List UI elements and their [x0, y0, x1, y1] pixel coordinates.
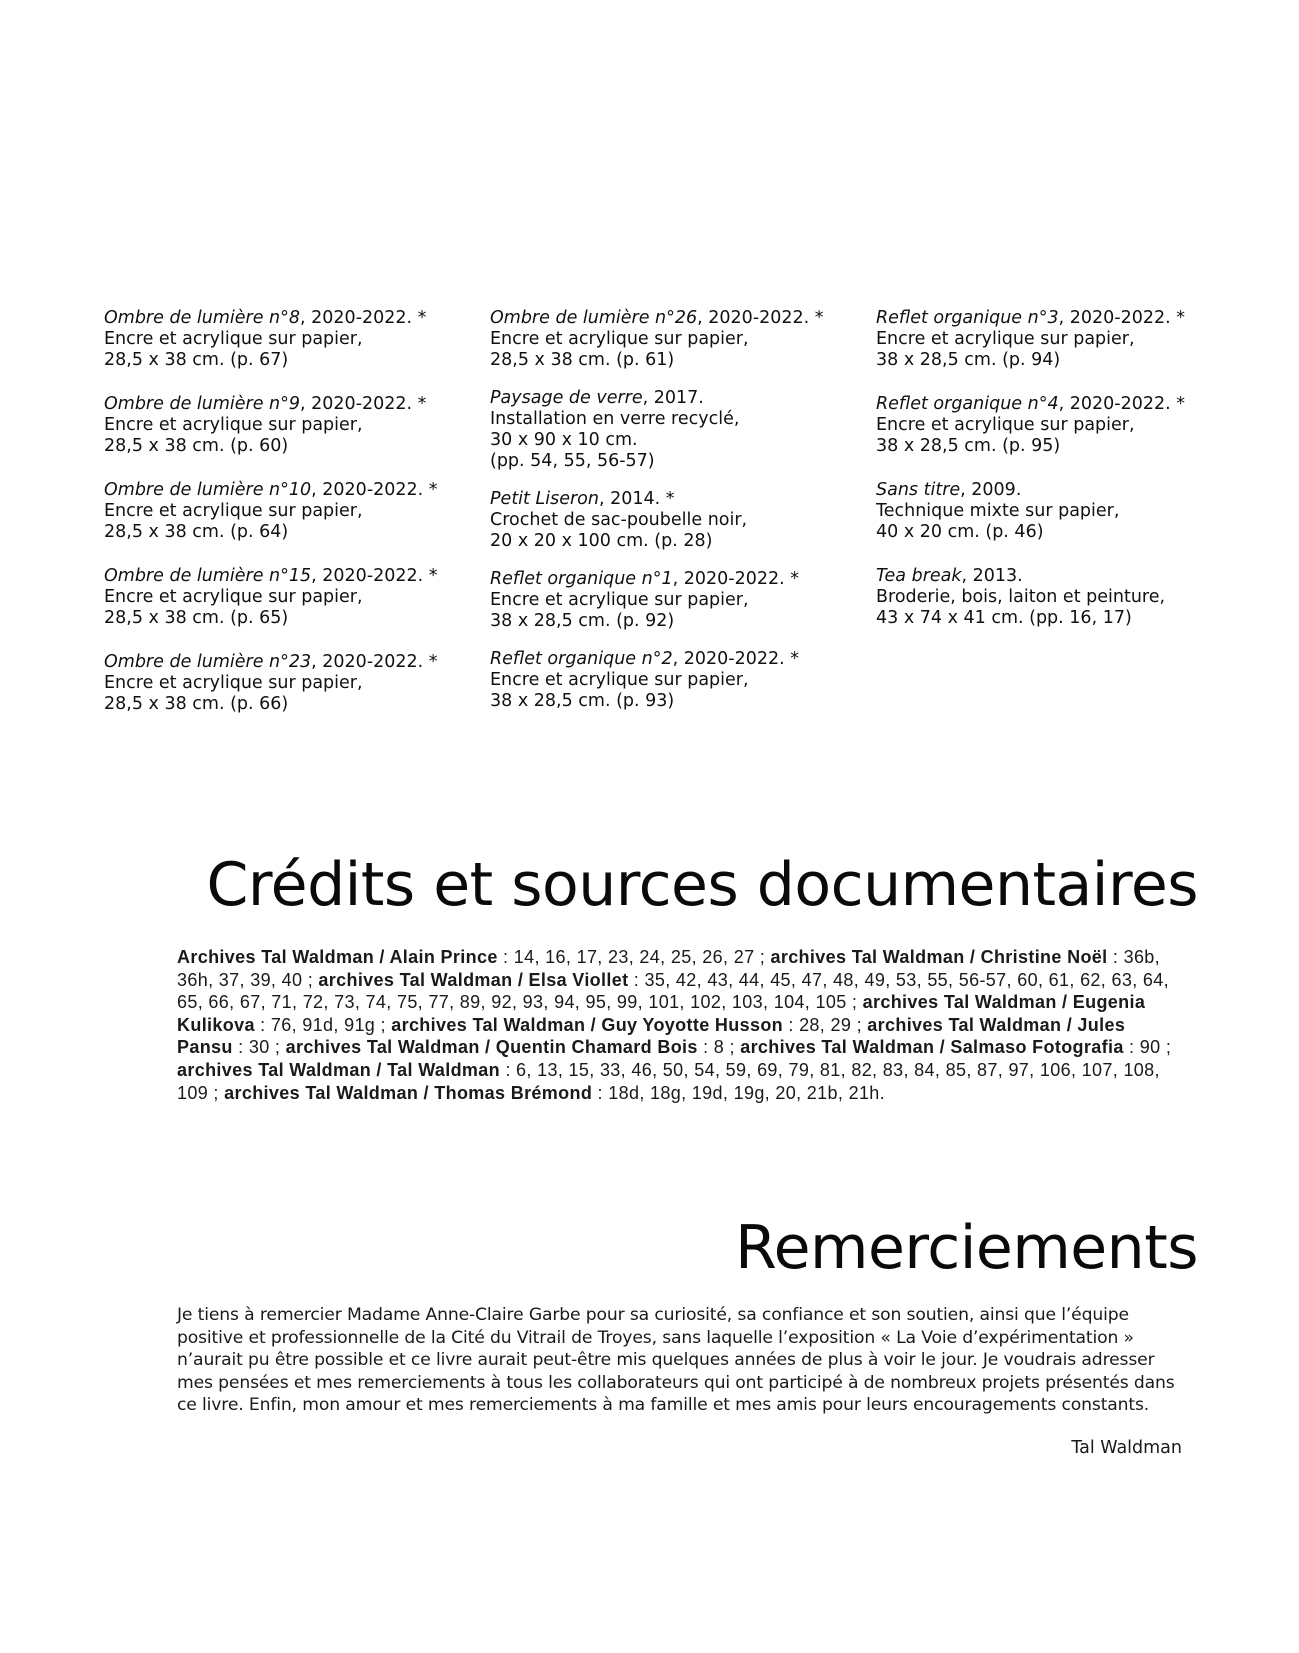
- credits-paragraph: [177, 946, 1185, 1104]
- artwork-entry: [876, 308, 1246, 371]
- artwork-date: , 2013.: [961, 566, 1023, 586]
- artwork-medium: Crochet de sac-poubelle noir,: [490, 510, 748, 530]
- artworks-column-3: [876, 308, 1246, 652]
- artwork-entry: [490, 388, 860, 472]
- artwork-date: , 2009.: [960, 480, 1022, 500]
- artwork-medium: Encre et acrylique sur papier,: [104, 329, 363, 349]
- artwork-date: , 2020-2022. *: [672, 569, 800, 589]
- artwork-medium: Encre et acrylique sur papier,: [490, 329, 749, 349]
- artwork-title: Ombre de lumière n°9: [104, 394, 301, 414]
- artwork-date: , 2020-2022. *: [672, 649, 800, 669]
- credit-pages: : 6, 13, 15, 33, 46, 50, 54, 59, 69, 79, 81, 82, 83, 84, 85, 87, 97, 106, 107, 108, 109 ;: [177, 1059, 1160, 1103]
- artwork-title: Sans titre: [876, 480, 961, 500]
- artwork-dimensions: 38 x 28,5 cm. (p. 92): [490, 611, 675, 631]
- artwork-entry: [490, 308, 860, 371]
- artwork-medium: Encre et acrylique sur papier,: [104, 587, 363, 607]
- artwork-date: , 2020-2022. *: [300, 394, 427, 414]
- credit-pages: : 8 ;: [697, 1037, 741, 1058]
- artwork-title: Paysage de verre: [490, 388, 643, 408]
- artwork-entry: [876, 566, 1246, 629]
- credit-pages: : 90 ;: [1123, 1037, 1172, 1058]
- artwork-dimensions: 28,5 x 38 cm. (p. 65): [104, 608, 289, 628]
- credit-source: Archives Tal Waldman / Alain Prince: [177, 947, 498, 967]
- artwork-dimensions: 28,5 x 38 cm. (p. 61): [490, 350, 675, 370]
- artwork-title: Reflet organique n°4: [876, 394, 1059, 414]
- artworks-list: [104, 308, 1204, 728]
- credit-pages: : 35, 42, 43, 44, 45, 47, 48, 49, 53, 55, 56-57, 60, 61, 62, 63, 64, 65, 66, 67, 71, 72, 73, 74, 75, 77, 89, 92, 93, 94, 95, 99, 101, 102, 103, 104, 105 ;: [177, 969, 1169, 1013]
- credit-source: archives Tal Waldman / Salmaso Fotografia: [740, 1037, 1124, 1058]
- artwork-medium: Encre et acrylique sur papier,: [104, 501, 363, 521]
- credit-source: archives Tal Waldman / Elsa Viollet: [318, 969, 629, 990]
- artwork-entry: [490, 569, 860, 632]
- artwork-date: , 2020-2022. *: [300, 308, 427, 328]
- artwork-medium: Installation en verre recyclé,: [490, 409, 740, 429]
- artwork-medium: Encre et acrylique sur papier,: [876, 329, 1135, 349]
- artwork-title: Petit Liseron: [490, 489, 599, 509]
- artwork-medium: Encre et acrylique sur papier,: [490, 670, 749, 690]
- artwork-dimensions: 38 x 28,5 cm. (p. 93): [490, 691, 675, 711]
- artwork-title: Tea break: [876, 566, 962, 586]
- credit-pages: : 18d, 18g, 19d, 19g, 20, 21b, 21h.: [592, 1082, 886, 1103]
- credit-source: archives Tal Waldman / Jules Pansu: [177, 1014, 1126, 1058]
- thanks-paragraph: Je tiens à remercier Madame Anne-Claire Garbe pour sa curiosité, sa confiance et son soutien, ainsi que l’équipe positive et professionnelle de la Cité du Vitrail de Troyes, sans laquelle l’exposition « La Voie d’expérimentation » n’aurait pu être possible et ce livre aurait peut-être mis quelques années de plus à voir le jour. Je voudrais adresser mes pensées et mes remerciements à tous les collaborateurs qui ont participé à de nombreux projets présentés dans ce livre. Enfin, mon amour et mes remerciements à ma famille et mes amis pour leurs encouragements constants.: [177, 1305, 1175, 1416]
- artwork-dimensions: 28,5 x 38 cm. (p. 67): [104, 350, 289, 370]
- artwork-date: , 2020-2022. *: [697, 308, 824, 328]
- artwork-title: Ombre de lumière n°10: [104, 480, 312, 500]
- artwork-date: , 2017.: [642, 388, 704, 408]
- artwork-dimensions: 28,5 x 38 cm. (p. 60): [104, 436, 289, 456]
- artwork-title: Ombre de lumière n°26: [490, 308, 698, 328]
- artwork-title: Reflet organique n°3: [876, 308, 1059, 328]
- artwork-date: , 2014. *: [598, 489, 675, 509]
- artwork-dimensions: 28,5 x 38 cm. (p. 64): [104, 522, 289, 542]
- artwork-date: , 2020-2022. *: [311, 566, 438, 586]
- credits-heading: Crédits et sources documentaires: [206, 850, 1198, 920]
- artwork-date: , 2020-2022. *: [1058, 308, 1186, 328]
- artwork-entry: [876, 480, 1246, 543]
- artwork-medium: Broderie, bois, laiton et peinture,: [876, 587, 1166, 607]
- artwork-date: , 2020-2022. *: [311, 480, 438, 500]
- artwork-medium: Technique mixte sur papier,: [876, 501, 1120, 521]
- artwork-entry: [490, 649, 860, 712]
- artwork-medium: Encre et acrylique sur papier,: [104, 415, 363, 435]
- artwork-medium: Encre et acrylique sur papier,: [876, 415, 1135, 435]
- artwork-entry: [104, 480, 474, 543]
- artwork-pages: (pp. 54, 55, 56-57): [490, 451, 655, 471]
- artwork-title: Ombre de lumière n°8: [104, 308, 301, 328]
- artwork-dimensions: 38 x 28,5 cm. (p. 95): [876, 436, 1061, 456]
- artwork-title: Ombre de lumière n°23: [104, 652, 312, 672]
- author-signature: Tal Waldman: [1071, 1438, 1182, 1458]
- artwork-entry: [104, 652, 474, 715]
- credit-source: archives Tal Waldman / Quentin Chamard Bois: [285, 1037, 698, 1058]
- artwork-dimensions: 38 x 28,5 cm. (p. 94): [876, 350, 1061, 370]
- artwork-medium: Encre et acrylique sur papier,: [104, 673, 363, 693]
- artwork-entry: [104, 394, 474, 457]
- credit-source: archives Tal Waldman / Christine Noël: [770, 947, 1108, 967]
- thanks-heading: Remerciements: [735, 1213, 1198, 1283]
- credit-source: archives Tal Waldman / Thomas Brémond: [224, 1082, 593, 1103]
- credit-pages: : 76, 91d, 91g ;: [254, 1014, 392, 1035]
- credit-source: archives Tal Waldman / Guy Yoyotte Husson: [391, 1014, 784, 1035]
- artwork-dimensions: 28,5 x 38 cm. (p. 66): [104, 694, 289, 714]
- artwork-medium: Encre et acrylique sur papier,: [490, 590, 749, 610]
- artwork-date: , 2020-2022. *: [1058, 394, 1186, 414]
- artwork-date: , 2020-2022. *: [311, 652, 438, 672]
- credit-pages: : 30 ;: [232, 1037, 286, 1058]
- artworks-column-1: [104, 308, 474, 738]
- artwork-entry: [490, 489, 860, 552]
- credit-source: archives Tal Waldman / Eugenia Kulikova: [177, 992, 1146, 1035]
- artworks-column-2: [490, 308, 860, 729]
- artwork-dimensions: 40 x 20 cm. (p. 46): [876, 522, 1044, 542]
- artwork-title: Reflet organique n°1: [490, 569, 673, 589]
- credit-pages: : 14, 16, 17, 23, 24, 25, 26, 27 ;: [497, 947, 771, 967]
- artwork-dimensions: 20 x 20 x 100 cm. (p. 28): [490, 531, 713, 551]
- artwork-entry: [104, 566, 474, 629]
- credit-source: archives Tal Waldman / Tal Waldman: [177, 1059, 500, 1080]
- credit-pages: : 28, 29 ;: [783, 1014, 868, 1035]
- artwork-title: Ombre de lumière n°15: [104, 566, 312, 586]
- artwork-entry: [876, 394, 1246, 457]
- artwork-dimensions: 30 x 90 x 10 cm.: [490, 430, 638, 450]
- artwork-title: Reflet organique n°2: [490, 649, 673, 669]
- credit-pages: : 36b, 36h, 37, 39, 40 ;: [177, 947, 1161, 990]
- artwork-entry: [104, 308, 474, 371]
- artwork-dimensions: 43 x 74 x 41 cm. (pp. 16, 17): [876, 608, 1132, 628]
